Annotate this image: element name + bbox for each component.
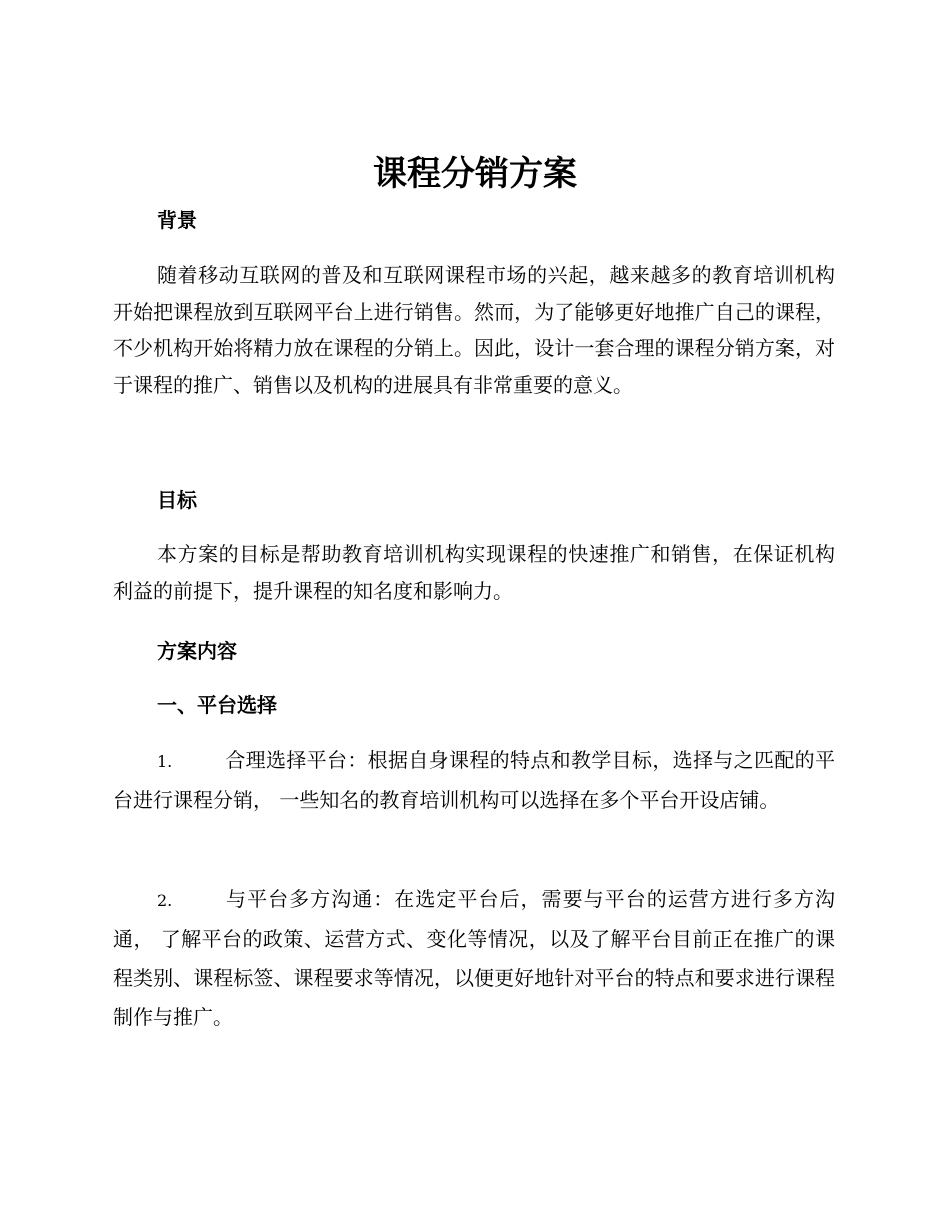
section-heading-background: 背景 [157, 208, 197, 232]
background-paragraph: 随着移动互联网的普及和互联网课程市场的兴起，越来越多的教育培训机构开始把课程放到互联网平台上进行销售。然而，为了能够更好地推广自己的课程，不少机构开始将精力放在课程的分销上。因此，设计一套合理的课程分销方案，对于课程的推广、销售以及机构的进展具有非常重要的意义。 [113, 263, 835, 397]
document-title: 课程分销方案 [373, 154, 577, 194]
list-item [113, 880, 835, 1037]
list-item-number: 1. [157, 752, 173, 771]
list-item [113, 741, 835, 820]
section-heading-content: 方案内容 [157, 639, 237, 663]
list-item-text: 与平台多方沟通：在选定平台后，需要与平台的运营方进行多方沟通， 了解平台的政策、运营方式、变化等情况，以及了解平台目前正在推广的课程类别、课程标签、课程要求等情况，以便更好地针对平台的特点和要求进行课程制作与推广。 [113, 887, 835, 1029]
list-item-text: 合理选择平台：根据自身课程的特点和教学目标，选择与之匹配的平台进行课程分销， 一些知名的教育培训机构可以选择在多个平台开设店铺。 [113, 748, 835, 812]
section-heading-goal: 目标 [157, 488, 197, 512]
section-heading-platform: 一、平台选择 [157, 693, 277, 717]
list-item-number: 2. [157, 891, 173, 910]
goal-paragraph: 本方案的目标是帮助教育培训机构实现课程的快速推广和销售，在保证机构利益的前提下，提升课程的知名度和影响力。 [113, 542, 835, 603]
